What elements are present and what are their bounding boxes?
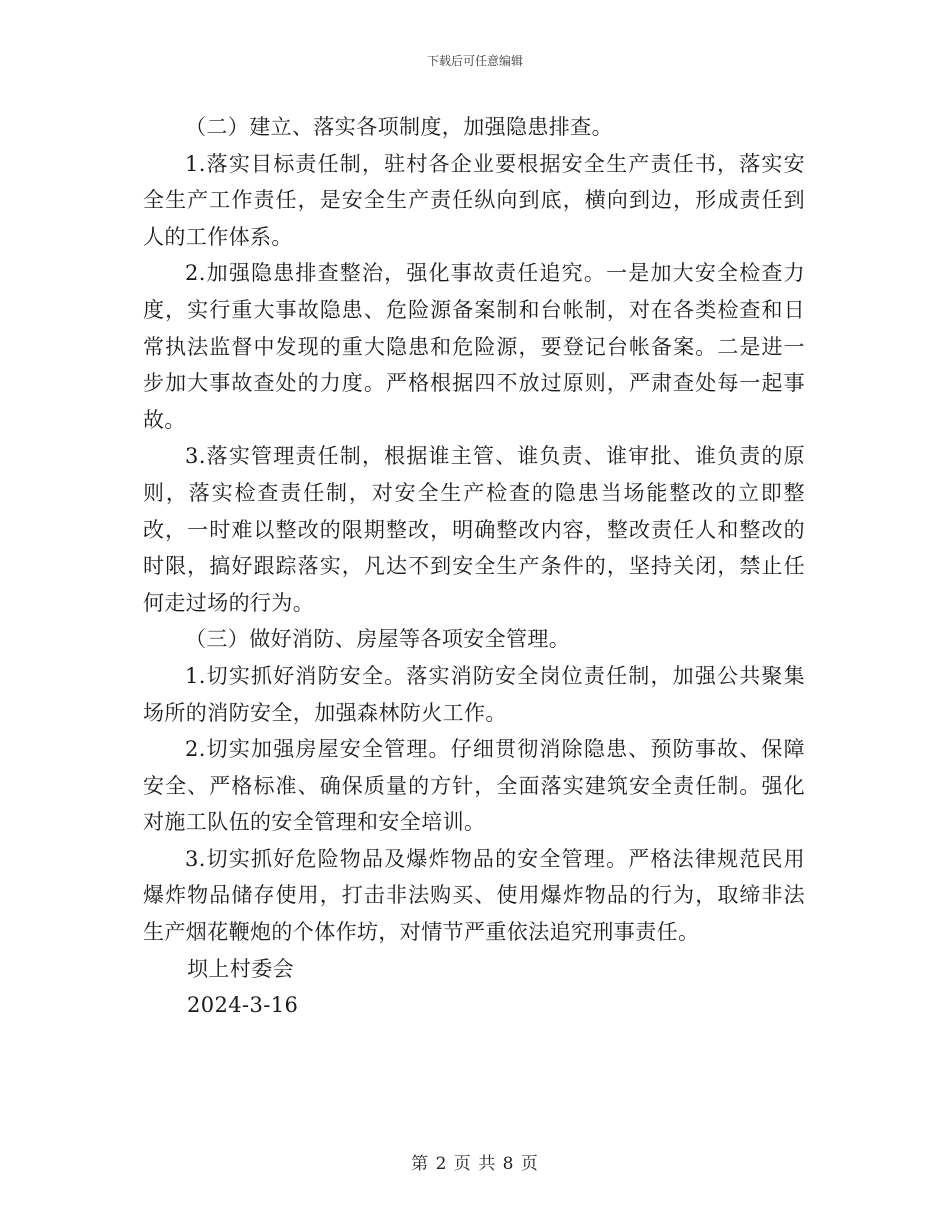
paragraph: 2.加强隐患排查整治，强化事故责任追究。一是加大安全检查力度，实行重大事故隐患、危险源备案制和台帐制，对在各类检查和日常执法监督中发现的重大隐患和危险源，要登记台帐备案。二是进一步加大事故查处的力度。严格根据四不放过原则，严肃查处每一起事故。 [143, 261, 805, 432]
section-heading-3: （三）做好消防、房屋等各项安全管理。 [185, 627, 571, 652]
section-heading-2: （二）建立、落实各项制度，加强隐患排查。 [185, 115, 613, 139]
page-header: 下载后可任意编辑 [426, 54, 523, 68]
paragraph: 3.切实抓好危险物品及爆炸物品的安全管理。严格法律规范民用爆炸物品储存使用，打击非法购买、使用爆炸物品的行为，取缔非法生产烟花鞭炮的个体作坊，对情节严重依法追究刑事责任。 [143, 846, 805, 945]
signature-date: 2024-3-16 [187, 993, 299, 1018]
document-body [143, 109, 805, 1024]
paragraph: 3.落实管理责任制，根据谁主管、谁负责、谁审批、谁负责的原则，落实检查责任制，对安全生产检查的隐患当场能整改的立即整改，一时难以整改的限期整改，明确整改内容，整改责任人和整改的时限，搞好跟踪落实，凡达不到安全生产条件的，坚持关闭，禁止任何走过场的行为。 [143, 444, 805, 615]
signature-organization: 坝上村委会 [187, 956, 294, 981]
page-footer [0, 1153, 950, 1175]
paragraph: 1.切实抓好消防安全。落实消防安全岗位责任制，加强公共聚集场所的消防安全，加强森林防火工作。 [143, 663, 805, 725]
paragraph: 1.落实目标责任制，驻村各企业要根据安全生产责任书，落实安全生产工作责任，是安全生产责任纵向到底，横向到边，形成责任到人的工作体系。 [143, 151, 805, 249]
paragraph: 2.切实加强房屋安全管理。仔细贯彻消除隐患、预防事故、保障安全、严格标准、确保质量的方针，全面落实建筑安全责任制。强化对施工队伍的安全管理和安全培训。 [143, 737, 805, 835]
page-number: 第 2 页 共 8 页 [411, 1154, 539, 1174]
